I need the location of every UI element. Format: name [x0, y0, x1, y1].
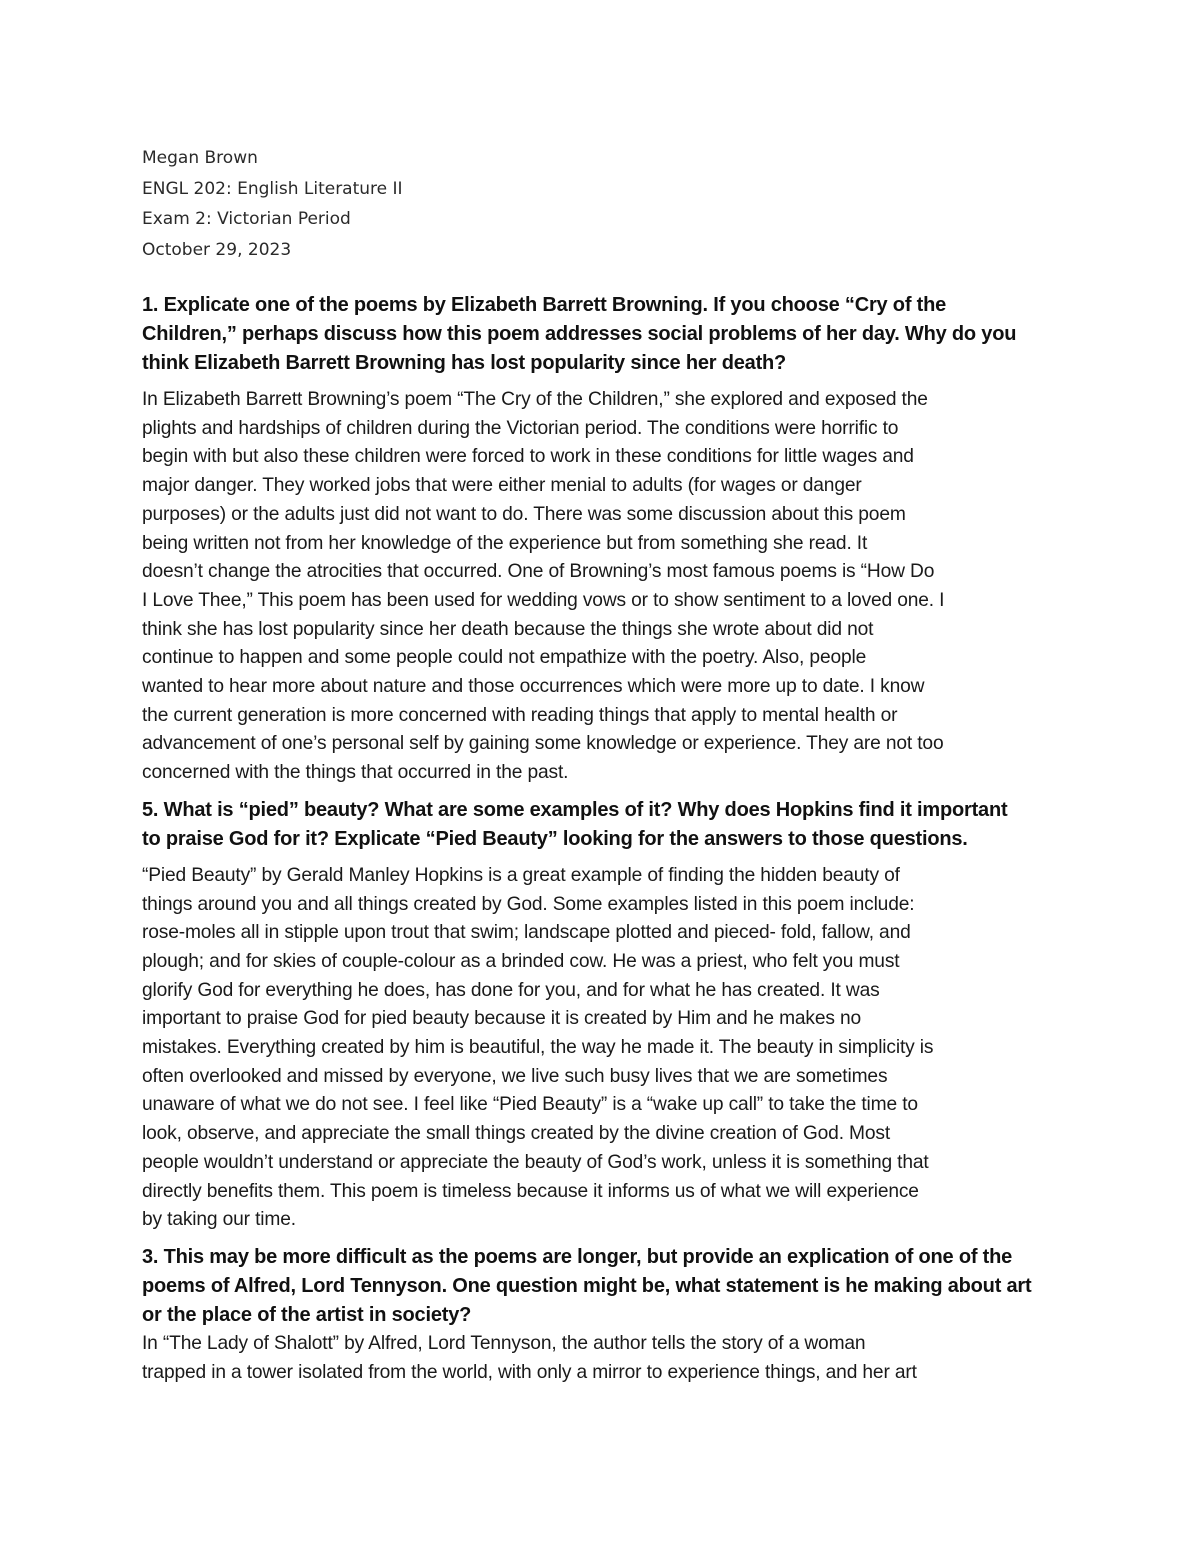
document-date: October 29, 2023 — [142, 239, 292, 260]
question-line: Children,” perhaps discuss how this poem addresses social problems of her day. Why do you — [142, 323, 1017, 345]
answer-line: begin with but also these children were forced to work in these conditions for little wages and — [142, 446, 914, 468]
exam-title: Exam 2: Victorian Period — [142, 209, 351, 229]
answer-paragraph — [142, 386, 1082, 788]
answer-line: concerned with the things that occurred in the past. — [142, 762, 569, 784]
answer-line: often overlooked and missed by everyone, we live such busy lives that we are sometimes — [142, 1065, 888, 1087]
answer-line: glorify God for everything he does, has done for you, and for what he has created. It was — [142, 979, 880, 1001]
document-header — [142, 143, 742, 265]
question-line: think Elizabeth Barrett Browning has lost popularity since her death? — [142, 352, 787, 374]
answer-paragraph — [142, 862, 1082, 1235]
question-line: or the place of the artist in society? — [142, 1303, 472, 1326]
answer-line: trapped in a tower isolated from the world, with only a mirror to experience things, and her art — [142, 1361, 917, 1383]
question-line: 5. What is “pied” beauty? What are some examples of it? Why does Hopkins find it important — [142, 798, 1008, 821]
answer-paragraph — [142, 1330, 1082, 1387]
answer-line: major danger. They worked jobs that were either menial to adults (for wages or danger — [142, 475, 862, 497]
answer-line: by taking our time. — [142, 1209, 296, 1231]
question-line: 1. Explicate one of the poems by Elizabeth Barrett Browning. If you choose “Cry of the — [142, 294, 947, 316]
author-name: Megan Brown — [142, 148, 258, 168]
answer-line: advancement of one’s personal self by gaining some knowledge or experience. They are not too — [142, 733, 944, 755]
answer-line: purposes) or the adults just did not want to do. There was some discussion about this poem — [142, 503, 906, 525]
answer-line: doesn’t change the atrocities that occurred. One of Browning’s most famous poems is “How Do — [142, 561, 935, 583]
question-line: 3. This may be more difficult as the poems are longer, but provide an explication of one of the — [142, 1245, 1013, 1268]
answer-line: the current generation is more concerned with reading things that apply to mental health or — [142, 704, 898, 726]
answer-line: people wouldn’t understand or appreciate the beauty of God’s work, unless it is something that — [142, 1151, 929, 1173]
question-line: to praise God for it? Explicate “Pied Beauty” looking for the answers to those questions. — [142, 827, 968, 850]
answer-line: In “The Lady of Shalott” by Alfred, Lord Tennyson, the author tells the story of a woman — [142, 1332, 866, 1354]
answer-line: think she has lost popularity since her death because the things she wrote about did not — [142, 618, 874, 640]
answer-line: plights and hardships of children during the Victorian period. The conditions were horrific to — [142, 417, 899, 439]
question-line: poems of Alfred, Lord Tennyson. One question might be, what statement is he making about art — [142, 1274, 1032, 1297]
answer-line: being written not from her knowledge of the experience but from something she read. It — [142, 532, 868, 554]
question-heading — [142, 1243, 1082, 1330]
answer-line: directly benefits them. This poem is timeless because it informs us of what we will experience — [142, 1180, 919, 1202]
answer-line: I Love Thee,” This poem has been used for wedding vows or to show sentiment to a loved one. I — [142, 589, 945, 611]
answer-line: things around you and all things created by God. Some examples listed in this poem include: — [142, 893, 915, 915]
answer-line: unaware of what we do not see. I feel like “Pied Beauty” is a “wake up call” to take the time to — [142, 1094, 918, 1116]
answer-line: look, observe, and appreciate the small things created by the divine creation of God. Most — [142, 1123, 891, 1145]
answer-line: “Pied Beauty” by Gerald Manley Hopkins is a great example of finding the hidden beauty of — [142, 864, 900, 886]
answer-line: rose-moles all in stipple upon trout that swim; landscape plotted and pieced- fold, fallow, and — [142, 922, 911, 944]
answer-line: wanted to hear more about nature and those occurrences which were more up to date. I know — [142, 676, 925, 698]
answer-line: important to praise God for pied beauty because it is created by Him and he makes no — [142, 1008, 862, 1030]
answer-line: mistakes. Everything created by him is beautiful, the way he made it. The beauty in simplicity is — [142, 1037, 934, 1059]
document-body — [142, 291, 1082, 1395]
question-heading — [142, 291, 1082, 378]
answer-line: plough; and for skies of couple-colour as a brinded cow. He was a priest, who felt you must — [142, 950, 900, 972]
question-heading — [142, 796, 1082, 854]
answer-line: In Elizabeth Barrett Browning’s poem “The Cry of the Children,” she explored and exposed the — [142, 389, 928, 410]
course-title: ENGL 202: English Literature II — [142, 178, 403, 199]
answer-line: continue to happen and some people could not empathize with the poetry. Also, people — [142, 647, 867, 669]
